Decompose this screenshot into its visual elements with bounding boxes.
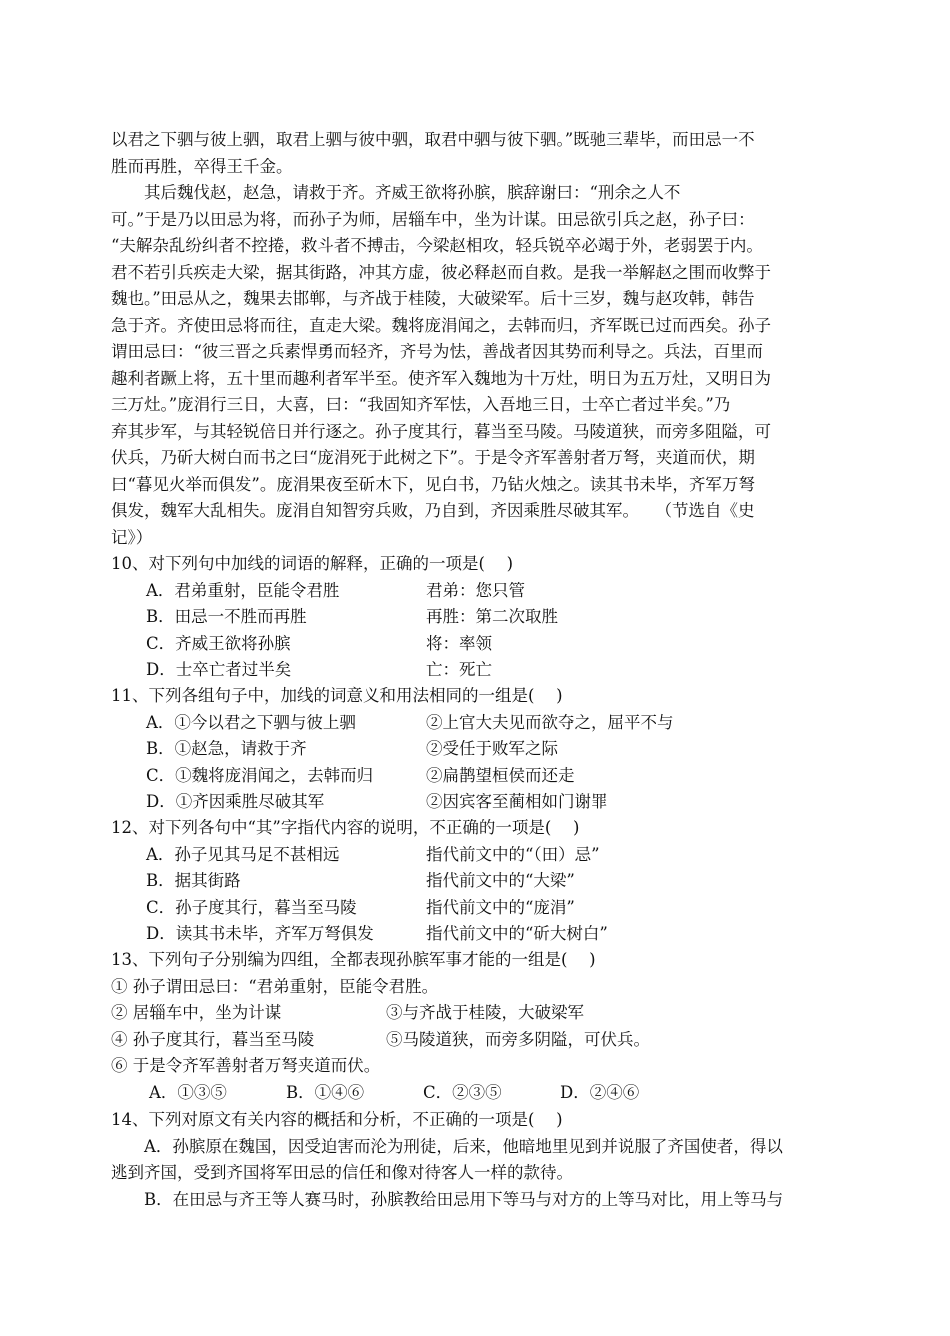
option-a[interactable]: A．孙子见其马足不甚相远 指代前文中的“（田）忌” bbox=[146, 844, 600, 864]
option-b[interactable]: B．田忌一不胜而再胜 再胜：第二次取胜 bbox=[146, 607, 558, 626]
question-stem: 10、对下列句中加线的词语的解释，正确的一项是( ) bbox=[111, 554, 514, 573]
question-stem: 12、对下列各句中“其”字指代内容的说明，不正确的一项是( ) bbox=[111, 818, 580, 837]
passage-line: 君不若引兵疾走大梁，据其街路，冲其方虚，彼必释赵而自救。是我一举解赵之围而收弊于 bbox=[111, 262, 771, 282]
passage-line: 曰“暮见火举而俱发”。庞涓果夜至斫木下，见白书，乃钻火烛之。读其书未毕，齐军万弩 bbox=[111, 474, 755, 494]
question-14 bbox=[111, 1107, 839, 1213]
passage-line: 魏也。”田忌从之，魏果去邯郸，与齐战于桂陵，大破梁军。后十三岁，魏与赵攻韩，韩告 bbox=[111, 289, 755, 308]
passage-line: 谓田忌曰：“彼三晋之兵素悍勇而轻齐，齐号为怯，善战者因其势而利导之。兵法，百里而 bbox=[111, 342, 763, 361]
q13-items-4-5: ④ 孙子度其行，暮当至马陵 ⑤马陵道狭，而旁多阴隘，可伏兵。 bbox=[111, 1029, 650, 1049]
answer-c[interactable]: C．②③⑤ bbox=[423, 1082, 502, 1102]
passage-line: 以君之下驷与彼上驷，取君上驷与彼中驷，取君中驷与彼下驷。”既驰三辈毕，而田忌一不 bbox=[111, 130, 755, 149]
q13-item-1: ① 孙子谓田忌曰：“君弟重射，臣能令君胜。 bbox=[111, 976, 439, 996]
answer-b[interactable]: B．①④⑥ bbox=[286, 1082, 365, 1102]
question-11 bbox=[111, 683, 851, 816]
passage-line: 可。”于是乃以田忌为将，而孙子为师，居辎车中，坐为计谋。田忌欲引兵之赵，孙子曰： bbox=[111, 209, 755, 229]
question-10 bbox=[111, 551, 851, 684]
answer-a[interactable]: A．①③⑤ bbox=[149, 1082, 227, 1102]
passage-line: 急于齐。齐使田忌将而往，直走大梁。魏将庞涓闻之，去韩而归，齐军既已过而西矣。孙子 bbox=[111, 315, 771, 335]
option-c[interactable]: C．孙子度其行，暮当至马陵 指代前文中的“庞涓” bbox=[146, 897, 575, 917]
passage-text bbox=[111, 127, 839, 551]
option-d[interactable]: D．士卒亡者过半矣 亡：死亡 bbox=[146, 660, 492, 679]
answer-d[interactable]: D．②④⑥ bbox=[560, 1082, 640, 1102]
option-d[interactable]: D．读其书未毕，齐军万弩俱发 指代前文中的“斫大树白” bbox=[146, 924, 608, 943]
question-13 bbox=[111, 947, 851, 1106]
passage-line: 伏兵，乃斫大树白而书之曰“庞涓死于此树之下”。于是令齐军善射者万弩，夹道而伏，期 bbox=[111, 448, 755, 467]
passage-line: 三万灶。”庞涓行三日，大喜，曰：“我固知齐军怯，入吾地三日，士卒亡者过半矣。”乃 bbox=[111, 395, 731, 414]
question-stem: 11、下列各组句子中，加线的词意义和用法相同的一组是( ) bbox=[111, 686, 563, 705]
passage-line: 其后魏伐赵，赵急，请救于齐。齐威王欲将孙膑，膑辞谢曰：“刑余之人不 bbox=[111, 183, 681, 202]
question-stem: 13、下列句子分别编为四组，全都表现孙膑军事才能的一组是( ) bbox=[111, 950, 596, 969]
passage-line: “夫解杂乱纷纠者不控捲，救斗者不搏击，今梁赵相攻，轻兵锐卒必竭于外，老弱罢于内。 bbox=[111, 236, 763, 255]
question-12 bbox=[111, 815, 851, 948]
option-c[interactable]: C．齐威王欲将孙膑 将：率领 bbox=[146, 633, 492, 653]
option-b[interactable]: B．据其街路 指代前文中的“大梁” bbox=[146, 871, 575, 890]
passage-line: 胜而再胜，卒得王千金。 bbox=[111, 156, 293, 176]
option-c[interactable]: C．①魏将庞涓闻之，去韩而归 ②扁鹊望桓侯而还走 bbox=[146, 765, 575, 785]
option-b[interactable]: B．①赵急，请救于齐 ②受任于败军之际 bbox=[146, 739, 558, 758]
passage-line: 弃其步军，与其轻锐倍日并行逐之。孙子度其行，暮当至马陵。马陵道狭，而旁多阻隘，可 bbox=[111, 421, 771, 441]
passage-line: 趣利者蹶上将，五十里而趣利者军半至。使齐军入魏地为十万灶，明日为五万灶，又明日为 bbox=[111, 368, 771, 388]
option-d[interactable]: D．①齐因乘胜尽破其军 ②因宾客至蔺相如门谢罪 bbox=[146, 792, 608, 811]
question-stem: 14、下列对原文有关内容的概括和分析，不正确的一项是( ) bbox=[111, 1110, 563, 1129]
q14-line: 逃到齐国，受到齐国将军田忌的信任和像对待客人一样的款待。 bbox=[111, 1163, 573, 1182]
q13-items-2-3: ② 居辎车中，坐为计谋 ③与齐战于桂陵，大破梁军 bbox=[111, 1003, 584, 1022]
option-a[interactable]: A．①今以君之下驷与彼上驷 ②上官大夫见而欲夺之，屈平不与 bbox=[146, 712, 674, 732]
passage-line: 记》） bbox=[111, 527, 153, 547]
q14-line[interactable]: A．孙膑原在魏国，因受迫害而沦为刑徒，后来，他暗地里见到并说服了齐国使者，得以 bbox=[111, 1136, 783, 1156]
option-a[interactable]: A．君弟重射，臣能令君胜 君弟：您只管 bbox=[146, 580, 525, 600]
q14-line[interactable]: B．在田忌与齐王等人赛马时，孙膑教给田忌用下等马与对方的上等马对比，用上等马与 bbox=[111, 1189, 784, 1209]
passage-line: 俱发，魏军大乱相失。庞涓自知智穷兵败，乃自到，齐因乘胜尽破其军。 （节选自《史 bbox=[111, 501, 755, 520]
q13-item-6: ⑥ 于是令齐军善射者万弩夹道而伏。 bbox=[111, 1056, 381, 1075]
q13-answers bbox=[111, 1080, 851, 1107]
